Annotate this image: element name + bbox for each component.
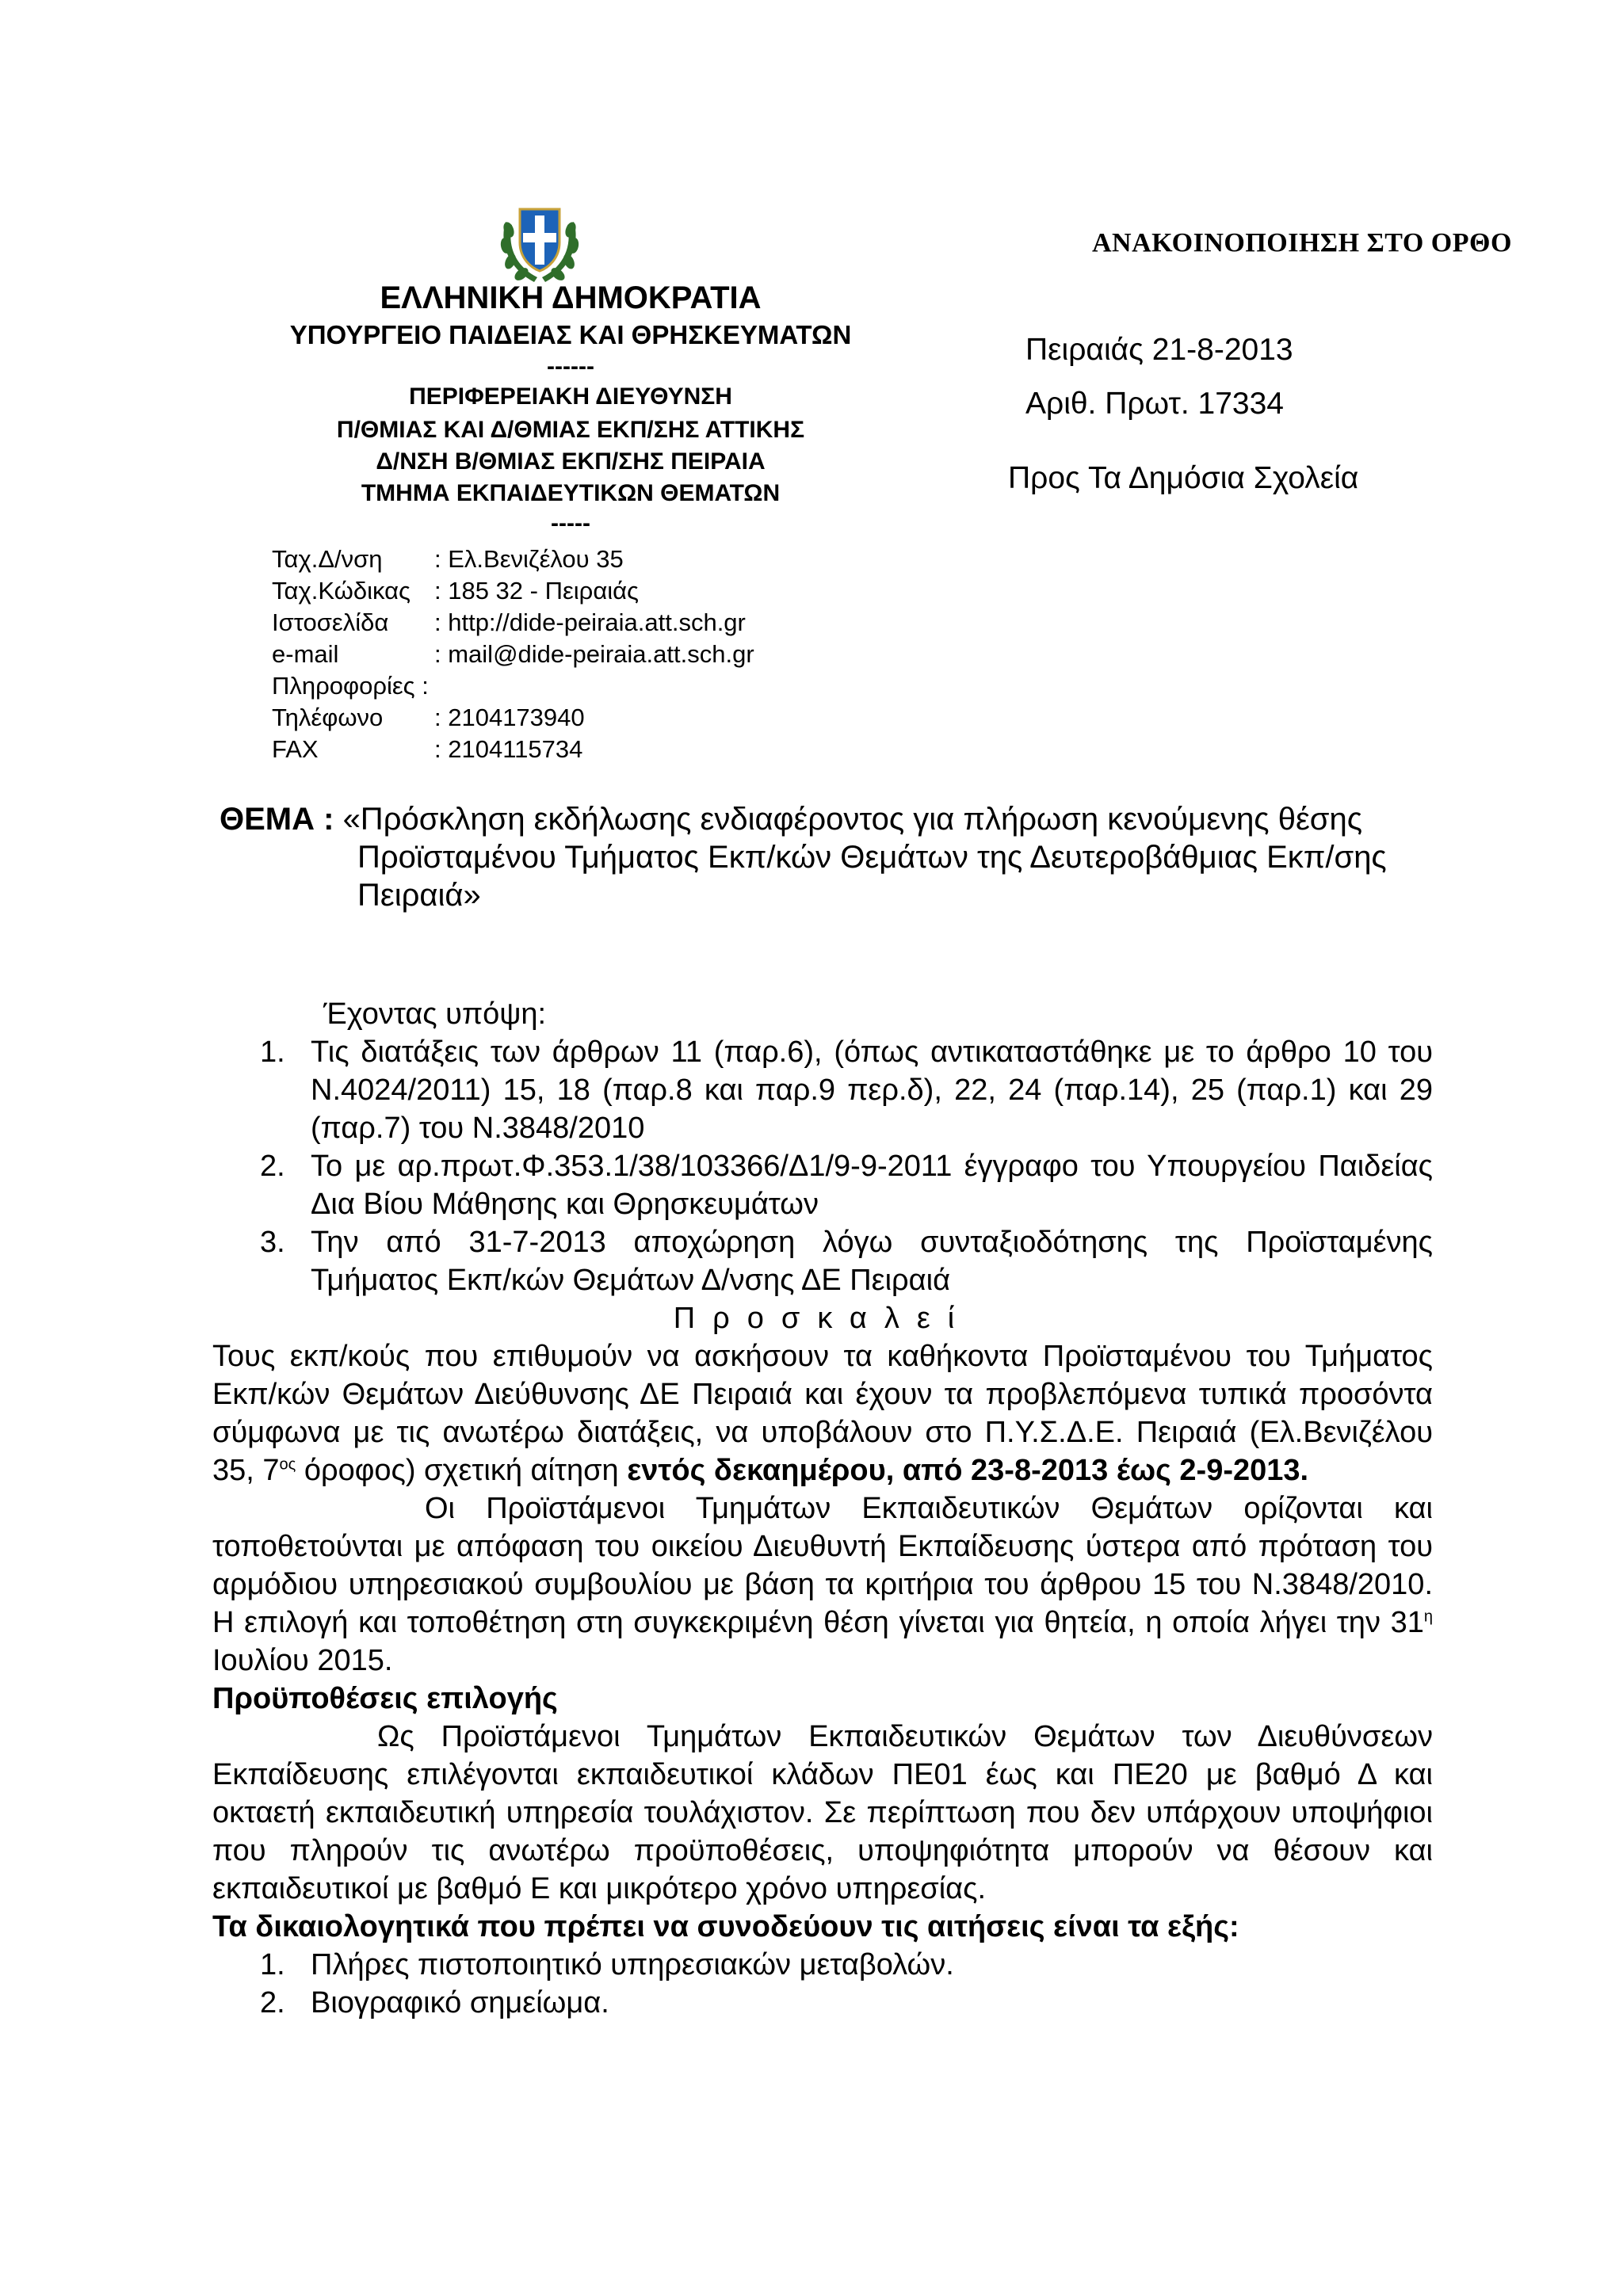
protocol-number: Αριθ. Πρωτ. 17334 (1025, 387, 1284, 421)
subject-line: «Πρόσκληση εκδήλωσης ενδιαφέροντος για πλήρωση κενούμενης θέσης (342, 802, 1362, 837)
contact-block (272, 543, 754, 765)
contact-value: : 2104115734 (434, 735, 583, 763)
list-item (212, 1946, 1433, 1984)
contact-row (272, 702, 754, 734)
document-date: Πειραιάς 21-8-2013 (1025, 333, 1293, 367)
subject-block (220, 800, 1456, 914)
paragraph-text: Οι Προϊστάμενοι Τμημάτων Εκπαιδευτικών Θεμάτων ορίζονται και τοποθετούνται με απόφαση του οικείου Διευθυντή Εκπαίδευσης ύστερα από πρόταση του αρμόδιου υπηρεσιακού συμβουλίου με βάση τα κριτήρια του άρθρου 15 του Ν.3848/2010. Η επιλογή και τοποθέτηση στη συγκεκριμένη θέση γίνεται για θητεία, η οποία λήγει την 31 (212, 1492, 1433, 1639)
region-heading: ΠΕΡΙΦΕΡΕΙΑΚΗ ΔΙΕΥΘΥΝΣΗ (409, 383, 732, 410)
contact-label: Πληροφορίες : (272, 672, 429, 700)
greek-coat-of-arms-icon (498, 198, 582, 287)
subject-label: ΘΕΜΑ : (220, 802, 334, 837)
item-text: Βιογραφικό σημείωμα. (311, 1986, 609, 2019)
list-item (212, 1984, 1433, 2022)
separator-line: ------ (547, 353, 594, 379)
item-number: 2. (260, 1986, 285, 2019)
list-item (212, 1223, 1433, 1299)
documents-list (212, 1946, 1433, 2022)
document-body (212, 995, 1433, 2022)
superscript: ος (279, 1455, 296, 1474)
considering-heading: Έχοντας υπόψη: (323, 997, 547, 1031)
conditions-heading: Προϋποθέσεις επιλογής (212, 1682, 558, 1715)
list-item (212, 1147, 1433, 1223)
superscript: η (1423, 1608, 1433, 1626)
contact-row (272, 607, 754, 639)
item-number: 2. (260, 1150, 285, 1183)
paragraph-application (212, 1337, 1433, 1489)
contact-row (272, 670, 754, 702)
item-text: Την από 31-7-2013 αποχώρηση λόγω συνταξιοδότησης της Προϊσταμένης Τμήματος Εκπ/κών Θεμάτων Δ/νσης ΔΕ Πειραιά (311, 1226, 1433, 1297)
email-link[interactable]: : mail@dide-peiraia.att.sch.gr (434, 640, 754, 668)
separator-line: ----- (551, 510, 590, 536)
item-text: Πλήρες πιστοποιητικό υπηρεσιακών μεταβολών. (311, 1948, 954, 1981)
contact-label: e-mail (272, 640, 339, 668)
paragraph-text: όροφος) σχετική αίτηση (296, 1454, 628, 1487)
paragraph-text: Τους εκπ/κούς που επιθυμούν να ασκήσουν τα καθήκοντα Προϊσταμένου του Τμήματος Εκπ/κών Θεμάτων Διεύθυνσης ΔΕ Πειραιά και έχουν τα προβλεπόμενα τυπικά προσόντα σύμφωνα με τις ανωτέρω διατάξεις, να υποβάλουν στο Π.Υ.Σ.Δ.Ε. Πειραιά (Ελ.Βενιζέλου 35, 7 (212, 1340, 1433, 1487)
paragraph-appointment (212, 1489, 1433, 1680)
contact-label: FAX (272, 735, 319, 763)
item-number: 3. (260, 1226, 285, 1259)
item-text: Το με αρ.πρωτ.Φ.353.1/38/103366/Δ1/9-9-2011 έγγραφο του Υπουργείου Παιδείας Δια Βίου Μάθησης και Θρησκευμάτων (311, 1150, 1433, 1221)
notice-label: ΑΝΑΚΟΙΝΟΠΟΙΗΣΗ ΣΤΟ ΟΡΘΟ (1092, 228, 1512, 257)
contact-label: Ταχ.Δ/νση (272, 545, 383, 573)
paragraph-text: Ως Προϊστάμενοι Τμημάτων Εκπαιδευτικών Θεμάτων των Διευθύνσεων Εκπαίδευσης επιλέγονται εκπαιδευτικοί κλάδων ΠΕ01 έως και ΠΕ20 με βαθμό Δ και οκταετή εκπαιδευτική υπηρεσία τουλάχιστον. Σε περίπτωση που δεν υπάρχουν υποψήφιοι που πληρούν τις ανωτέρω προϋποθέσεις, υποψηφιότητα μπορούν να θέσουν και εκπαιδευτικοί με βαθμό Ε και μικρότερο χρόνο υπηρεσίας. (212, 1720, 1433, 1905)
subject-line: Προϊσταμένου Τμήματος Εκπ/κών Θεμάτων της Δευτεροβάθμιας Εκπ/σης (357, 840, 1387, 875)
invites-heading: Προσκαλεί (673, 1302, 972, 1335)
contact-label: Ταχ.Κώδικας (272, 577, 411, 605)
item-text: Τις διατάξεις των άρθρων 11 (παρ.6), (όπως αντικαταστάθηκε με το άρθρο 10 του Ν.4024/2011) 15, 18 (παρ.8 και παρ.9 περ.δ), 22, 24 (παρ.14), 25 (παρ.1) και 29 (παρ.7) του Ν.3848/2010 (311, 1035, 1433, 1145)
contact-label: Τηλέφωνο (272, 704, 384, 731)
subject-line: Πειραιά» (357, 878, 481, 913)
republic-heading: ΕΛΛΗΝΙΚΗ ΔΗΜΟΚΡΑΤΙΑ (380, 280, 762, 315)
contact-row (272, 543, 754, 575)
considerations-list (212, 1033, 1433, 1299)
paragraph-conditions (212, 1718, 1433, 1908)
deadline-text: εντός δεκαημέρου, από 23-8-2013 έως 2-9-2013. (627, 1454, 1309, 1487)
ministry-heading: ΥΠΟΥΡΓΕΙΟ ΠΑΙΔΕΙΑΣ ΚΑΙ ΘΡΗΣΚΕΥΜΑΤΩΝ (289, 320, 852, 349)
list-item (212, 1033, 1433, 1147)
contact-label: Ιστοσελίδα (272, 608, 389, 636)
direction-heading: Δ/ΝΣΗ Β/ΘΜΙΑΣ ΕΚΠ/ΣΗΣ ΠΕΙΡΑΙΑ (376, 448, 766, 475)
contact-row (272, 639, 754, 670)
item-number: 1. (260, 1035, 285, 1069)
department-heading: ΤΜΗΜΑ ΕΚΠΑΙΔΕΥΤΙΚΩΝ ΘΕΜΑΤΩΝ (361, 480, 781, 506)
recipient: Προς Τα Δημόσια Σχολεία (1008, 461, 1359, 495)
contact-value: : 2104173940 (434, 704, 585, 731)
contact-value: : Ελ.Βενιζέλου 35 (434, 545, 624, 573)
region-subheading: Π/ΘΜΙΑΣ ΚΑΙ Δ/ΘΜΙΑΣ ΕΚΠ/ΣΗΣ ΑΤΤΙΚΗΣ (336, 417, 805, 443)
item-number: 1. (260, 1948, 285, 1981)
contact-row (272, 575, 754, 607)
website-link[interactable]: : http://dide-peiraia.att.sch.gr (434, 608, 746, 636)
contact-row (272, 734, 754, 765)
contact-value: : 185 32 - Πειραιάς (434, 577, 639, 605)
documents-heading: Τα δικαιολογητικά που πρέπει να συνοδεύουν τις αιτήσεις είναι τα εξής: (212, 1910, 1239, 1943)
paragraph-text: Ιουλίου 2015. (212, 1644, 393, 1677)
